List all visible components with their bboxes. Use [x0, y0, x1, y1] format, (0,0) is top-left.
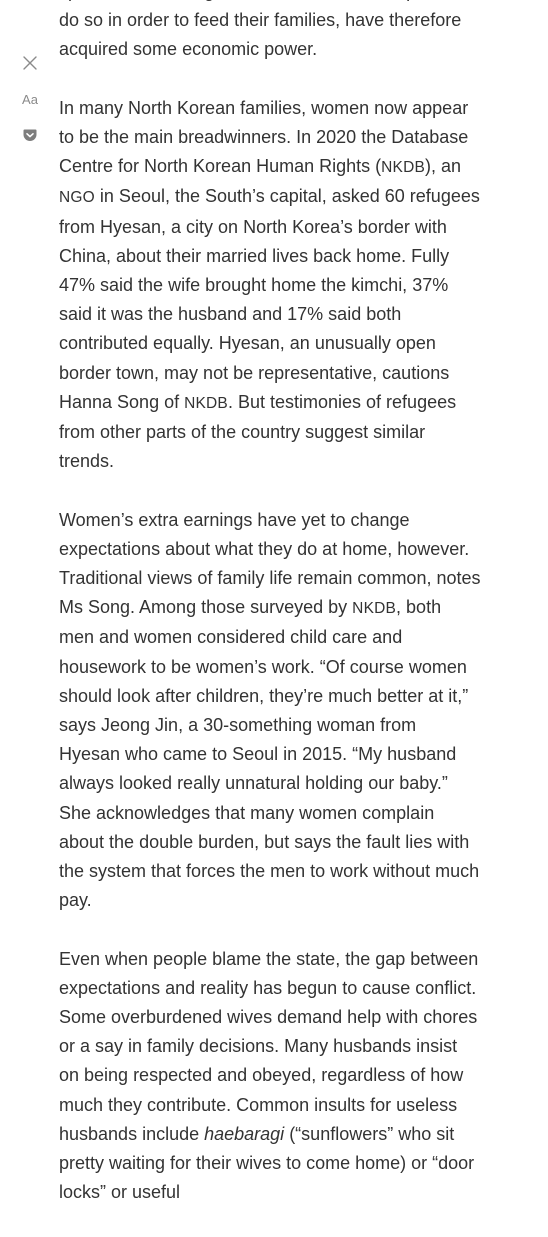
paragraph-text: (“sunflowers” who sit pretty waiting for their wives to come home) or [59, 1123, 455, 1174]
typography-icon: Aa [22, 91, 38, 107]
paragraph-text: . But testimonies of refugees from other parts of the country suggest similar trends. [59, 391, 457, 472]
article-paragraph [59, 945, 481, 1208]
paragraph-text: , both men and women considered child care and housework to be women’s work. “Of course women should look after children, they’re much better at it,” says Jeong Jin, a 30-something woman from Hyesan who came to Seoul in 2015. “My husband always looked really unnatural holding our baby.” She acknowledges that many women complain about the double burden, but says the fault lies with the system that forces the men to work without much pay. [59, 597, 480, 911]
acronym: NKDB [352, 600, 397, 618]
typography-button[interactable] [16, 88, 44, 110]
pocket-icon [23, 129, 37, 142]
close-icon [23, 56, 37, 70]
paragraph-text: in Seoul, the South’s capital, asked 60 refugees from Hyesan, a city on North Korea’s border with China, about their married lives back home. Fully 47% said the wife brought home the kimchi, 37% said it was the husband and 17% said both contributed equally. Hyesan, an unusually open border town, may not be representative, cautions Hanna Song of [59, 186, 480, 412]
paragraph-text: ), an [425, 156, 462, 177]
italic-term: haebaragi [204, 1123, 285, 1144]
article-body [59, 0, 481, 1237]
acronym: NKDB [381, 159, 426, 177]
acronym: NGO [59, 189, 95, 207]
article-paragraph [59, 0, 481, 65]
acronym: NKDB [184, 394, 228, 412]
save-to-pocket-button[interactable] [16, 124, 44, 146]
article-paragraph [59, 94, 481, 477]
paragraph-text: “door locks” or useful [59, 1153, 475, 1203]
paragraph-text: Even when people blame the state, the gap between expectations and reality has begun to cause conflict. Some overburdened wives demand help with chores or a say in family decisions. Many husbands insist on being respected and obeyed, regardless of how much they contribute. Common insults for useless husbands include [59, 948, 479, 1144]
article-paragraph [59, 506, 481, 916]
paragraph-text: do so in order to feed their families, have therefore acquired some economic power. [59, 10, 462, 60]
paragraph-text: Women’s extra earnings have yet to change expectations about what they do at home, however. Traditional views of family life remain common, notes Ms Song. Among those surveyed by [59, 509, 481, 618]
paragraph-text: In many North Korean families, women now appear to be the main breadwinners. In 2020 the Database Centre for North Korean Human Rights ( [59, 97, 469, 177]
close-button[interactable] [16, 52, 44, 74]
reader-toolbar [0, 0, 58, 1200]
